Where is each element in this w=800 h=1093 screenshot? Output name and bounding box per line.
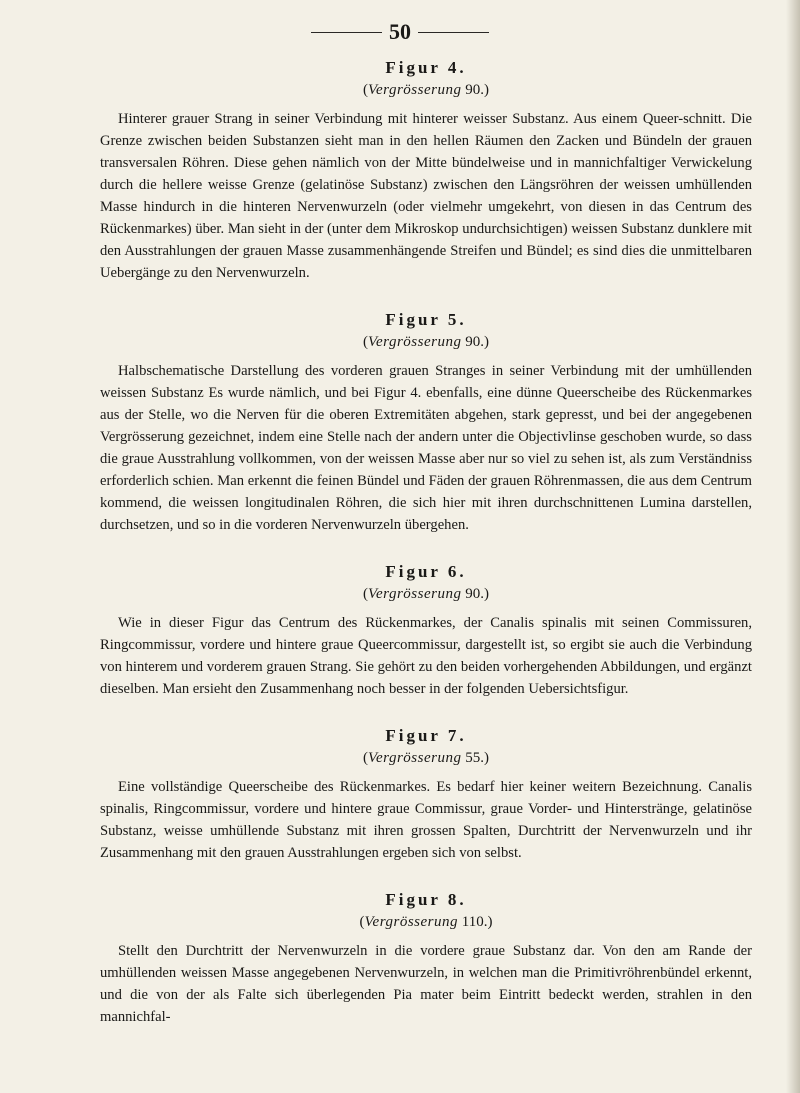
figure-7-magnification: (Vergrösserung 55.)	[363, 750, 489, 766]
figure-6-title: Figur 6.	[385, 562, 467, 581]
figure-5-title: Figur 5.	[385, 310, 467, 329]
page-number: 50	[389, 19, 411, 44]
figure-4-title: Figur 4.	[385, 58, 467, 77]
figure-5-mag-value: 90.	[465, 334, 484, 350]
section-gap	[100, 284, 752, 310]
section-gap	[100, 700, 752, 726]
section-gap	[100, 536, 752, 562]
figure-6-section	[100, 562, 752, 700]
figure-6-mag-label: Vergrösserung	[368, 586, 462, 602]
figure-8-mag-value: 110.	[461, 914, 488, 930]
figure-4-mag-value: 90.	[465, 82, 484, 98]
header-rule-right	[418, 32, 489, 33]
page-content	[100, 58, 752, 1028]
figure-4-magnification: (Vergrösserung 90.)	[363, 82, 489, 98]
figure-7-description: Eine vollständige Queerscheibe des Rückenmarkes. Es bedarf hier keiner weitern Bezeichnung. Canalis spinalis, Ringcommissur, vordere und hintere graue Commissur, graue Vorder- und Hinterstränge, gelatinöse Substanz, weisse umhüllende Substanz mit ihren grossen Spalten, Durchtritt der Nervenwurzeln und ihr Zusammenhang mit den grauen Ausstrahlungen ergeben sich von selbst.	[100, 779, 752, 861]
figure-8-description: Stellt den Durchtritt der Nervenwurzeln in die vordere graue Substanz dar. Von den am Rande der umhüllenden weissen Masse angegebenen Nervenwurzeln, in welchen man die Primitivröhrenbündel erkennt, und die von der als Falte sich überlegenden Pia mater beim Eintritt bedeckt werden, strahlen in den mannichfal-	[100, 943, 752, 1025]
section-gap	[100, 864, 752, 890]
header-rule-left	[311, 32, 382, 33]
figure-5-section	[100, 310, 752, 536]
figure-5-description: Halbschematische Darstellung des vorderen grauen Stranges in seiner Verbindung mit der umhüllenden weissen Substanz Es wurde nämlich, und bei Figur 4. ebenfalls, eine dünne Queerscheibe des Rückenmarkes aus der Stelle, wo die Nerven für die oberen Extremitäten abgehen, stark gepresst, und bei der angegebenen Vergrösserung gezeichnet, indem eine Stelle nach der andern unter die Objectivlinse geschoben wurde, so dass die graue Ausstrahlung vollkommen, von der weissen Masse aber nur so viel zu sehen ist, als zum Verständniss erforderlich schien. Man erkennt die feinen Bündel und Fäden der grauen Röhrenmassen, die aus dem Centrum kommend, die weissen longitudinalen Röhren, die sich hier mit ihren durchschnittenen Lumina darstellen, durchsetzen, und so in die vorderen Nervenwurzeln übergehen.	[100, 363, 752, 533]
page-edge-shadow	[786, 0, 800, 1093]
figure-8-section	[100, 890, 752, 1028]
figure-8-magnification: (Vergrösserung 110.)	[359, 914, 493, 930]
figure-7-section	[100, 726, 752, 864]
figure-5-mag-label: Vergrösserung	[368, 334, 462, 350]
figure-8-mag-label: Vergrösserung	[364, 914, 458, 930]
figure-8-title: Figur 8.	[385, 890, 467, 909]
page-header	[0, 14, 800, 44]
figure-6-mag-value: 90.	[465, 586, 484, 602]
figure-6-magnification: (Vergrösserung 90.)	[363, 586, 489, 602]
figure-4-description: Hinterer grauer Strang in seiner Verbindung mit hinterer weisser Substanz. Aus einem Queer-schnitt. Die Grenze zwischen beiden Substanzen sieht man in den hellen Räumen den Zacken und Bündeln der grauen transversalen Röhren. Diese gehen nämlich von der Mitte bündelweise und in mannichfaltiger Verwickelung durch die hellere weisse Grenze (gelatinöse Substanz) zwischen den Längsröhren der weissen umhüllenden Masse hindurch in die hinteren Nervenwurzeln (oder vielmehr umgekehrt, von diesen in das Centrum des Rückenmarkes) über. Man sieht in der (unter dem Mikroskop undurchsichtigen) weissen Substanz dunklere mit den Ausstrahlungen der grauen Masse zusammenhängende Streifen und Bündel; es sind dies die unmittelbaren Uebergänge zu den Nervenwurzeln.	[100, 111, 752, 281]
figure-6-description: Wie in dieser Figur das Centrum des Rückenmarkes, der Canalis spinalis mit seinen Commissuren, Ringcommissur, vordere und hintere graue Queercommissur, dargestellt ist, so ergibt sie auch die Verbindung von hinterem und vorderem grauen Strang. Sie gehört zu den beiden vorhergehenden Abbildungen, und ergänzt dieselben. Man ersieht den Zusammenhang noch besser in der folgenden Uebersichtsfigur.	[100, 615, 752, 697]
figure-7-title: Figur 7.	[385, 726, 467, 745]
figure-4-section	[100, 58, 752, 284]
figure-7-mag-label: Vergrösserung	[368, 750, 462, 766]
figure-4-mag-label: Vergrösserung	[368, 82, 462, 98]
figure-5-magnification: (Vergrösserung 90.)	[363, 334, 489, 350]
figure-7-mag-value: 55.	[465, 750, 484, 766]
